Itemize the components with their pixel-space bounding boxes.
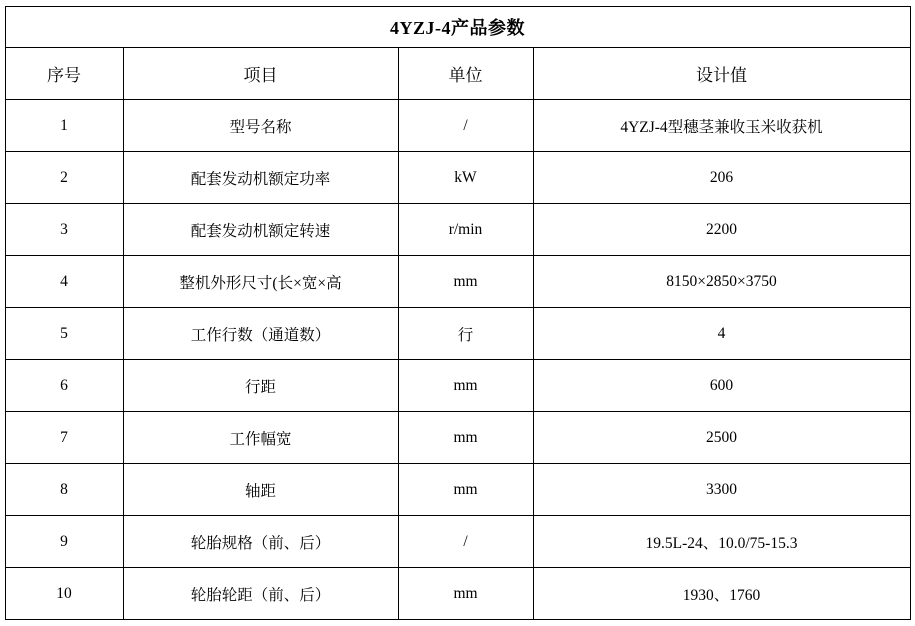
row-value: 8150×2850×3750 [533, 256, 910, 308]
row-unit: r/min [398, 204, 533, 256]
row-item: 配套发动机额定转速 [123, 204, 398, 256]
row-unit: kW [398, 152, 533, 204]
row-unit: mm [398, 568, 533, 620]
row-no: 10 [5, 568, 123, 620]
table-title: 4YZJ-4产品参数 [5, 7, 910, 48]
row-value: 19.5L-24、10.0/75-15.3 [533, 516, 910, 568]
row-item: 轮胎轮距（前、后） [123, 568, 398, 620]
table-row [5, 464, 910, 516]
row-item: 工作幅宽 [123, 412, 398, 464]
table-row [5, 256, 910, 308]
row-value: 4YZJ-4型穗茎兼收玉米收获机 [533, 100, 910, 152]
row-value: 2200 [533, 204, 910, 256]
row-value: 600 [533, 360, 910, 412]
table-row [5, 568, 910, 620]
row-item: 工作行数（通道数） [123, 308, 398, 360]
row-unit: 行 [398, 308, 533, 360]
row-no: 6 [5, 360, 123, 412]
row-no: 2 [5, 152, 123, 204]
table-title-row [5, 7, 910, 48]
row-value: 206 [533, 152, 910, 204]
row-unit: mm [398, 464, 533, 516]
column-header-no: 序号 [5, 48, 123, 100]
column-header-item: 项目 [123, 48, 398, 100]
row-item: 轴距 [123, 464, 398, 516]
column-header-value: 设计值 [533, 48, 910, 100]
table-header-row [5, 48, 910, 100]
row-value: 1930、1760 [533, 568, 910, 620]
row-value: 3300 [533, 464, 910, 516]
row-no: 4 [5, 256, 123, 308]
table-row [5, 516, 910, 568]
row-value: 4 [533, 308, 910, 360]
column-header-unit: 单位 [398, 48, 533, 100]
row-item: 整机外形尺寸(长×宽×高 [123, 256, 398, 308]
document-sheet [0, 6, 915, 626]
table-row [5, 100, 910, 152]
row-no: 5 [5, 308, 123, 360]
row-no: 7 [5, 412, 123, 464]
row-no: 1 [5, 100, 123, 152]
row-unit: mm [398, 256, 533, 308]
row-unit: / [398, 100, 533, 152]
table-row [5, 412, 910, 464]
row-item: 行距 [123, 360, 398, 412]
row-item: 配套发动机额定功率 [123, 152, 398, 204]
row-no: 8 [5, 464, 123, 516]
table-row [5, 308, 910, 360]
row-unit: / [398, 516, 533, 568]
table-row [5, 204, 910, 256]
product-parameter-table [5, 6, 911, 620]
row-item: 轮胎规格（前、后） [123, 516, 398, 568]
row-value: 2500 [533, 412, 910, 464]
table-row [5, 152, 910, 204]
table-row [5, 360, 910, 412]
row-no: 9 [5, 516, 123, 568]
row-no: 3 [5, 204, 123, 256]
row-unit: mm [398, 412, 533, 464]
row-unit: mm [398, 360, 533, 412]
row-item: 型号名称 [123, 100, 398, 152]
